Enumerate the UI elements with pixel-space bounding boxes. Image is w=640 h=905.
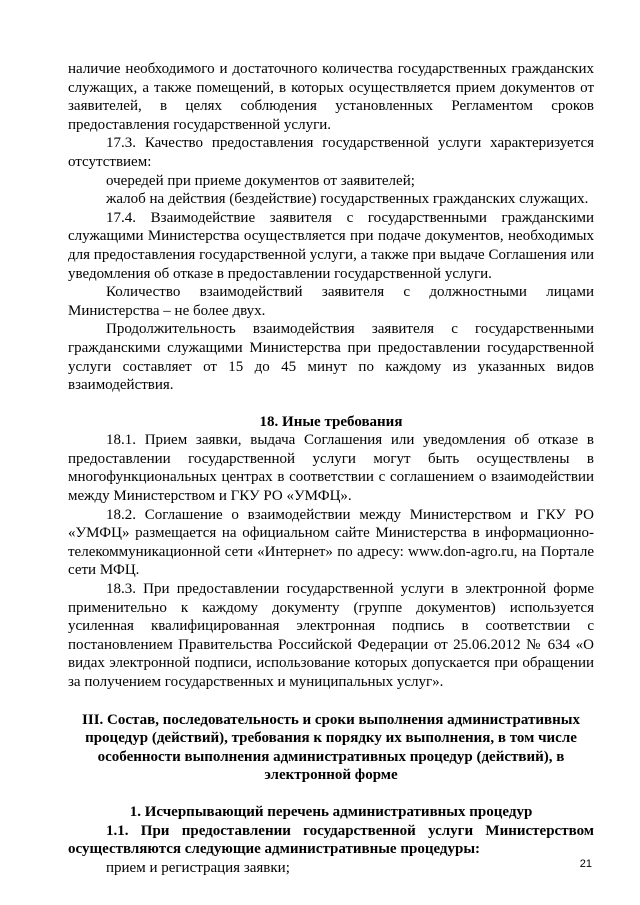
- paragraph: жалоб на действия (бездействие) государственных гражданских служащих.: [106, 191, 589, 208]
- document-page: [68, 60, 594, 877]
- paragraph: наличие необходимого и достаточного количества государственных гражданских служащих, а также помещений, в которых осуществляется прием документов от заявителей, в целях соблюдения установленных Регламентом сроков предоставления государственной услуги.: [68, 61, 594, 133]
- paragraph: 1.1. При предоставлении государственной услуги Министерством осуществляются следующие административные процедуры:: [68, 822, 594, 858]
- paragraph: 17.3. Качество предоставления государственной услуги характеризуется отсутствием:: [68, 135, 594, 170]
- paragraph: Количество взаимодействий заявителя с должностными лицами Министерства – не более двух.: [68, 284, 594, 319]
- paragraph: 18.3. При предоставлении государственной услуги в электронной форме применительно к каждому документу (группе документов) используется усиленная квалифицированная электронная подпись в соответствии с постановлением Правительства Российской Федерации от 25.06.2012 № 634 «О видах электронной подписи, использование которых допускается при обращении за получением государственных и муниципальных услуг».: [68, 581, 594, 690]
- paragraph: Продолжительность взаимодействия заявителя с государственными гражданскими служащими Министерства при предоставлении государственной услуги составляет от 15 до 45 минут по каждому из указанных видов взаимодействия.: [68, 321, 594, 394]
- paragraph: 18.1. Прием заявки, выдача Соглашения или уведомления об отказе в предоставлении государственной услуги могут быть осуществлены в многофункциональных центрах в соответствии с соглашением о взаимодействии между Министерством и ГКУ РО «УМФЦ».: [68, 432, 594, 505]
- paragraph: прием и регистрация заявки;: [106, 859, 290, 876]
- subsection-1-heading: 1. Исчерпывающий перечень административных процедур: [129, 803, 533, 820]
- paragraph: 17.4. Взаимодействие заявителя с государственными гражданскими служащими Министерства осуществляется при подаче документов, необходимых для предоставления государственной услуги, а также при выдаче Соглашения или уведомления об отказе в предоставлении государственной услуги.: [68, 209, 594, 282]
- paragraph: 18.2. Соглашение о взаимодействии между Министерством и ГКУ РО «УМФЦ» размещается на официальном сайте Министерства в информационно-телекоммуникационной сети «Интернет» по адресу: www.don-agro.ru, на Портале сети МФЦ.: [68, 506, 594, 579]
- section-18-heading: 18. Иные требования: [259, 413, 403, 430]
- page-number: 21: [579, 858, 592, 870]
- paragraph: очередей при приеме документов от заявителей;: [106, 172, 415, 189]
- section-3-heading: III. Состав, последовательность и сроки выполнения административных процедур (действий), требования к порядку их выполнения, в том числе особенности выполнения административных процедур (действий), в электронной форме: [82, 711, 580, 784]
